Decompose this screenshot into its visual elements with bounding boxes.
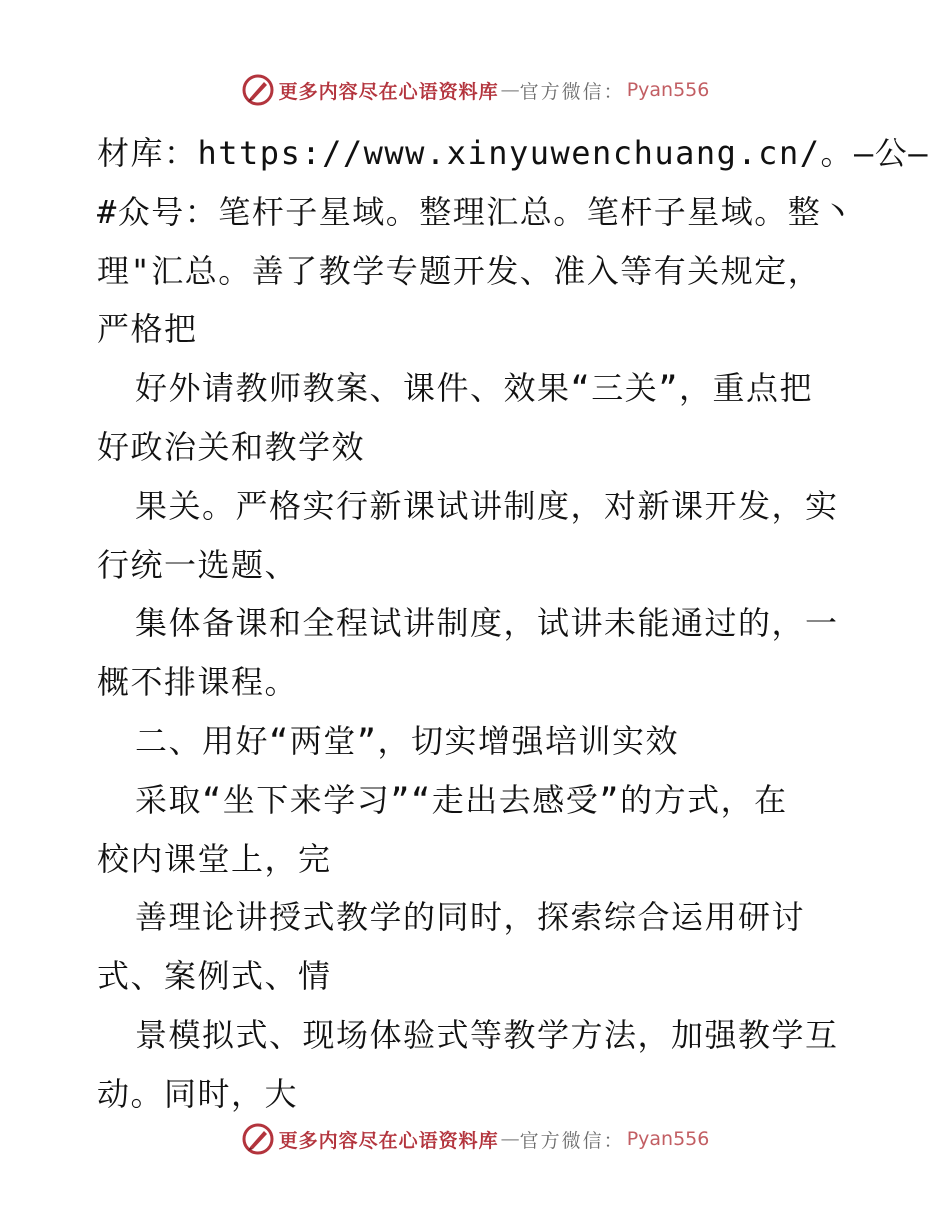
watermark-dash: —	[500, 1128, 518, 1150]
body-line: 校内课堂上，完	[97, 839, 332, 878]
watermark-wechat-label: 官方微信：	[519, 1129, 625, 1152]
pen-logo-icon	[241, 1122, 275, 1156]
pen-logo-icon	[241, 73, 275, 107]
body-line: 式、案例式、情	[97, 957, 332, 996]
body-line: 好外请教师教案、课件、效果“三关”，重点把	[135, 369, 814, 408]
body-line: #众号：笔杆子星域。整理汇总。笔杆子星域。整丶	[97, 192, 855, 231]
body-line: 集体备课和全程试讲制度，试讲未能通过的，一	[135, 604, 839, 643]
body-line: 景模拟式、现场体验式等教学方法，加强教学互	[135, 1015, 839, 1054]
body-line: 采取“坐下来学习”“走出去感受”的方式，在	[135, 780, 788, 819]
body-line: 行统一选题、	[97, 545, 299, 584]
body-line: 概不排课程。	[97, 663, 299, 702]
watermark-site-text: 更多内容尽在心语资料库	[278, 1129, 499, 1152]
watermark-wechat-label: 官方微信：	[519, 80, 625, 103]
watermark-wechat-handle: Pyan556	[626, 79, 710, 101]
watermark-dash: —	[500, 79, 518, 101]
body-line: 严格把	[97, 310, 198, 349]
watermark-site-text: 更多内容尽在心语资料库	[278, 80, 499, 103]
section-heading: 二、用好“两堂”，切实增强培训实效	[135, 721, 680, 760]
body-line: 动。同时，大	[97, 1074, 299, 1113]
document-body	[97, 124, 930, 1124]
body-line: 好政治关和教学效	[97, 427, 366, 466]
body-line: 材库：https://www.xinyuwenchuang.cn/。—公—	[97, 134, 930, 172]
body-line: 果关。严格实行新课试讲制度，对新课开发，实	[135, 486, 839, 525]
watermark-wechat-handle: Pyan556	[626, 1128, 710, 1150]
footer-watermark	[0, 1119, 950, 1159]
header-watermark	[0, 70, 950, 110]
body-line: 理"汇总。善了教学专题开发、准入等有关规定，	[97, 251, 822, 290]
body-line: 善理论讲授式教学的同时，探索综合运用研讨	[135, 898, 806, 937]
